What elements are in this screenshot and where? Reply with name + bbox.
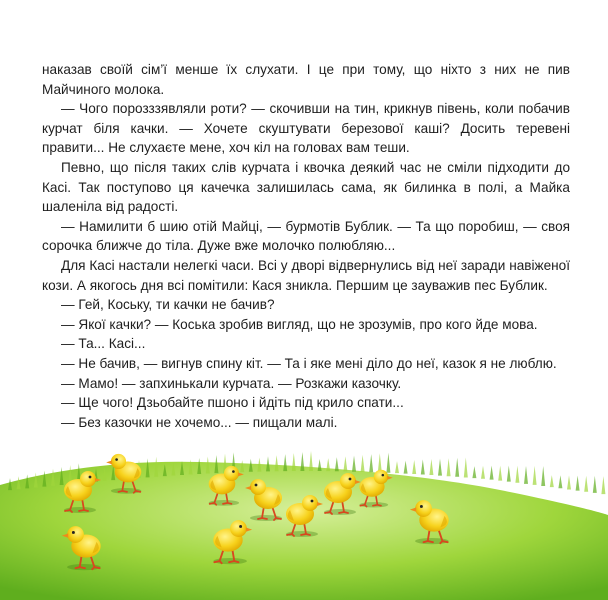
grass-blade [472, 466, 476, 478]
grass-blade [490, 466, 494, 480]
paragraph: Для Касі настали нелегкі часи. Всі у дворі відвернулись від неї заради навіженої кози. А якогось дня всі помітили: Кася зникла. Першим це зауважив пес Бублик. [42, 257, 570, 293]
paragraph: — Без казочки не хочемо... — пищали малі. [61, 414, 338, 430]
grass-blade [369, 454, 373, 472]
grass-blade [498, 466, 502, 481]
grass-blade [343, 456, 347, 471]
grass-blade [292, 453, 296, 471]
grass-blade [593, 476, 597, 493]
grass-blade [515, 466, 519, 483]
grass-blade [404, 461, 408, 474]
grass-blade [275, 455, 279, 471]
paragraph: наказав своїй сім’ї менше їх слухати. І це при тому, що ніхто з них не пив Майчиного молока. [42, 62, 570, 97]
grass-blade [326, 458, 330, 471]
grass-blade [584, 476, 588, 492]
grass-blade [541, 466, 545, 486]
paragraph: — Якої качки? — Коська зробив вигляд, що не зрозумів, про кого йде мова. [61, 316, 538, 332]
paragraph: — Намилити б шию отій Майці, — бурмотів Бублик. — Та що поробиш, — своя сорочка ближче до тіла. Дуже вже молочко полюбляю... [42, 218, 570, 254]
paragraph: — Чого порозззявляли роти? — скочивши на тин, крикнув півень, коли побачив курчат біля качки. — Хочете скуштувати березової каші? Досить теревені правити... Не слухаєте мене, хоч кіл на головах вам теши. [42, 101, 570, 156]
grass-blade [412, 460, 416, 474]
grass-blade [266, 456, 270, 471]
grass-blade [421, 460, 425, 475]
grass-blade [378, 453, 382, 472]
grass-blade [455, 458, 459, 477]
grass-blade [429, 459, 433, 475]
grass-blade [352, 456, 356, 472]
grass-blade [361, 455, 365, 472]
grass-blade [533, 466, 537, 485]
grass-blade [558, 475, 562, 488]
grass-blade [318, 459, 322, 471]
grass-blade [550, 475, 554, 487]
grass-blade [567, 475, 571, 489]
grass-blade [309, 451, 313, 471]
paragraph: Певно, що після таких слів курчата і квочка деякий час не сміли підходити до Касі. Так поступово ця качечка залишилась сама, як билинка в полі, а Майка шаленіла від радості. [42, 159, 570, 215]
grass-blade [601, 476, 605, 494]
paragraph: — Та... Касі... [61, 336, 146, 352]
grass-blade [507, 466, 511, 482]
story-text [42, 60, 570, 432]
paragraph: — Ще чого! Дзьобайте пшоно і йдіть під крило спати... [61, 395, 404, 411]
grass-blade [300, 452, 304, 471]
paragraph: — Гей, Коську, ти качки не бачив? [61, 297, 275, 313]
grass-scene [0, 430, 608, 600]
grass-blade [335, 457, 339, 471]
grass-blade [576, 476, 580, 491]
grass-blade [481, 466, 485, 479]
paragraph: — Мамо! — запхинькали курчата. — Розкажи казочку. [61, 375, 402, 391]
grass-blade [447, 458, 451, 476]
grass-blade [386, 453, 390, 473]
paragraph: — Не бачив, — вигнув спину кіт. — Та і яке мені діло до неї, казок я не люблю. [61, 355, 557, 371]
grass-blade [464, 457, 468, 477]
grass-blade [283, 454, 287, 471]
chicks-on-grass-illustration [0, 430, 608, 600]
grass-blade [395, 461, 399, 473]
grass-blade [524, 466, 528, 484]
grass-blade [438, 459, 442, 476]
